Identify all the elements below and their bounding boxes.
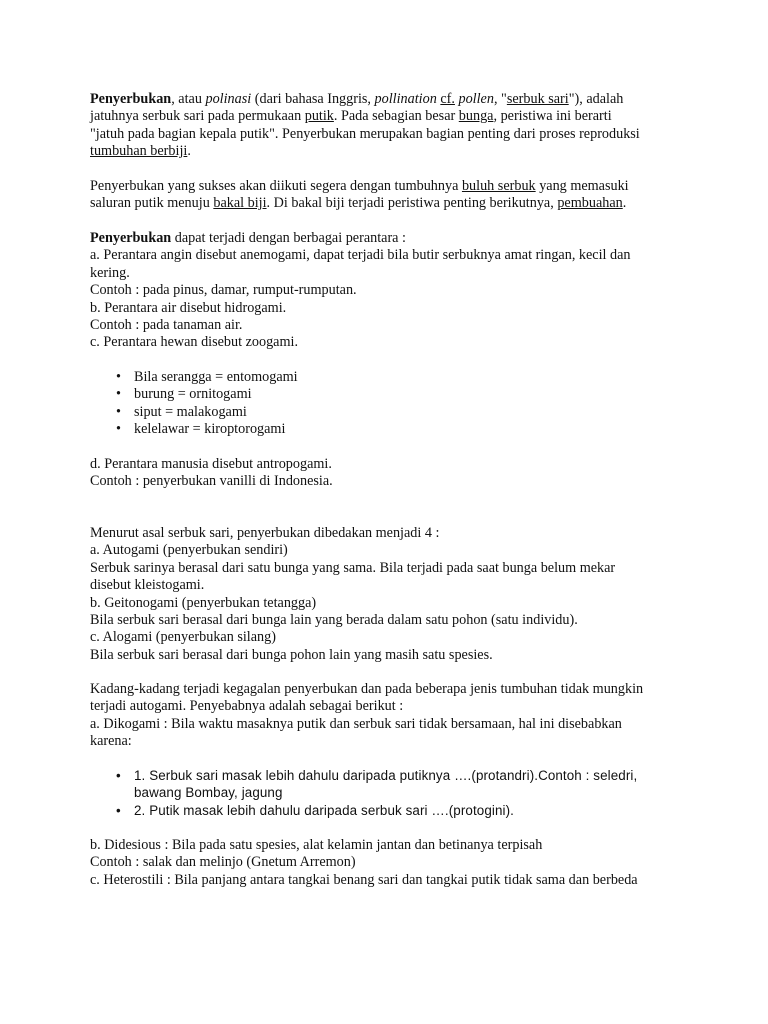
agents-line-a-example: Contoh : pada pinus, damar, rumput-rumputan.: [90, 282, 357, 299]
intro-line-3: "jatuh pada bagian kepala putik". Penyerbukan merupakan bagian penting dari proses reproduksi: [90, 125, 640, 142]
term-penyerbukan: Penyerbukan: [90, 91, 172, 107]
list-item: • Bila serangga = entomogami: [90, 369, 690, 386]
agents-paragraph: [90, 230, 690, 352]
intro-paragraph: [90, 91, 690, 161]
link-bakal-biji[interactable]: bakal biji: [213, 195, 267, 212]
success-line-2: saluran putik menuju bakal biji. Di bakal biji terjadi peristiwa penting berikutnya, pembuahan.: [90, 195, 627, 212]
link-pembuahan[interactable]: pembuahan: [557, 195, 623, 212]
success-line-1: Penyerbukan yang sukses akan diikuti segera dengan tumbuhnya buluh serbuk yang memasuki: [90, 178, 629, 194]
origin-line: Menurut asal serbuk sari, penyerbukan dibedakan menjadi 4 :: [90, 525, 440, 541]
agents-line-b-example: Contoh : pada tanaman air.: [90, 316, 243, 333]
origin-line: c. Alogami (penyerbukan silang): [90, 629, 276, 646]
agents-line-c: c. Perantara hewan disebut zoogami.: [90, 334, 299, 351]
intro-line-4: tumbuhan berbiji.: [90, 143, 191, 160]
agents-line-a: a. Perantara angin disebut anemogami, dapat terjadi bila butir serbuknya amat ringan, kecil dan: [90, 247, 631, 264]
dikogami-list: [90, 767, 690, 819]
success-paragraph: [90, 178, 690, 213]
list-item: • burung = ornitogami: [90, 386, 690, 403]
link-cf[interactable]: cf.: [440, 91, 455, 107]
origin-line: Bila serbuk sari berasal dari bunga pohon lain yang masih satu spesies.: [90, 646, 493, 663]
term-pollen: pollen: [458, 91, 494, 107]
list-item: • kelelawar = kiroptorogami: [90, 421, 690, 438]
origin-line: Bila serbuk sari berasal dari bunga lain yang berada dalam satu pohon (satu individu).: [90, 611, 578, 628]
agents-line-a-cont: kering.: [90, 264, 130, 281]
term-polinasi: polinasi: [205, 91, 252, 107]
origin-paragraph: [90, 525, 690, 664]
origin-line: a. Autogami (penyerbukan sendiri): [90, 542, 288, 559]
didesious-line: Contoh : salak dan melinjo (Gnetum Arremon): [90, 854, 356, 871]
human-line-d: d. Perantara manusia disebut antropogami.: [90, 456, 332, 472]
didesious-line: b. Didesious : Bila pada satu spesies, alat kelamin jantan dan betinanya terpisah: [90, 837, 543, 853]
link-serbuk-sari[interactable]: serbuk sari: [506, 91, 569, 107]
failure-line: karena:: [90, 733, 132, 750]
didesious-paragraph: [90, 837, 690, 889]
human-agent-paragraph: [90, 456, 690, 491]
failure-line: Kadang-kadang terjadi kegagalan penyerbukan dan pada beberapa jenis tumbuhan tidak mungkin: [90, 681, 644, 697]
human-line-example: Contoh : penyerbukan vanilli di Indonesia.: [90, 473, 333, 490]
zoogami-list: [90, 369, 690, 439]
failure-line: terjadi autogami. Penyebabnya adalah sebagai berikut :: [90, 698, 404, 715]
origin-line: Serbuk sarinya berasal dari satu bunga yang sama. Bila terjadi pada saat bunga belum mekar: [90, 559, 616, 576]
intro-line-2: jatuhnya serbuk sari pada permukaan putik. Pada sebagian besar bunga, peristiwa ini berarti: [90, 108, 612, 125]
heterostili-line: c. Heterostili : Bila panjang antara tangkai benang sari dan tangkai putik tidak sama dan berbeda: [90, 871, 638, 888]
link-putik[interactable]: putik: [304, 108, 334, 125]
agents-heading: Penyerbukan dapat terjadi dengan berbagai perantara :: [90, 230, 406, 246]
agents-line-b: b. Perantara air disebut hidrogami.: [90, 299, 287, 316]
link-tumbuhan-berbiji[interactable]: tumbuhan berbiji: [90, 143, 188, 160]
link-bunga[interactable]: bunga: [458, 108, 494, 125]
term-pollination: pollination: [374, 91, 437, 107]
list-item: • 2. Putik masak lebih dahulu daripada serbuk sari ….(protogini).: [90, 802, 690, 819]
origin-line: b. Geitonogami (penyerbukan tetangga): [90, 594, 317, 611]
link-buluh-serbuk[interactable]: buluh serbuk: [461, 178, 536, 194]
list-item: • siput = malakogami: [90, 404, 690, 421]
intro-line-1: Penyerbukan, atau polinasi (dari bahasa Inggris, pollination cf. pollen, "serbuk sari"), adalah: [90, 91, 624, 107]
failure-line: a. Dikogami : Bila waktu masaknya putik dan serbuk sari tidak bersamaan, hal ini disebabkan: [90, 715, 622, 732]
origin-line: disebut kleistogami.: [90, 577, 205, 594]
list-item: • 1. Serbuk sari masak lebih dahulu daripada putiknya ….(protandri).Contoh : seledri, bawang Bombay, jagung: [90, 767, 690, 802]
failure-paragraph: [90, 681, 690, 751]
